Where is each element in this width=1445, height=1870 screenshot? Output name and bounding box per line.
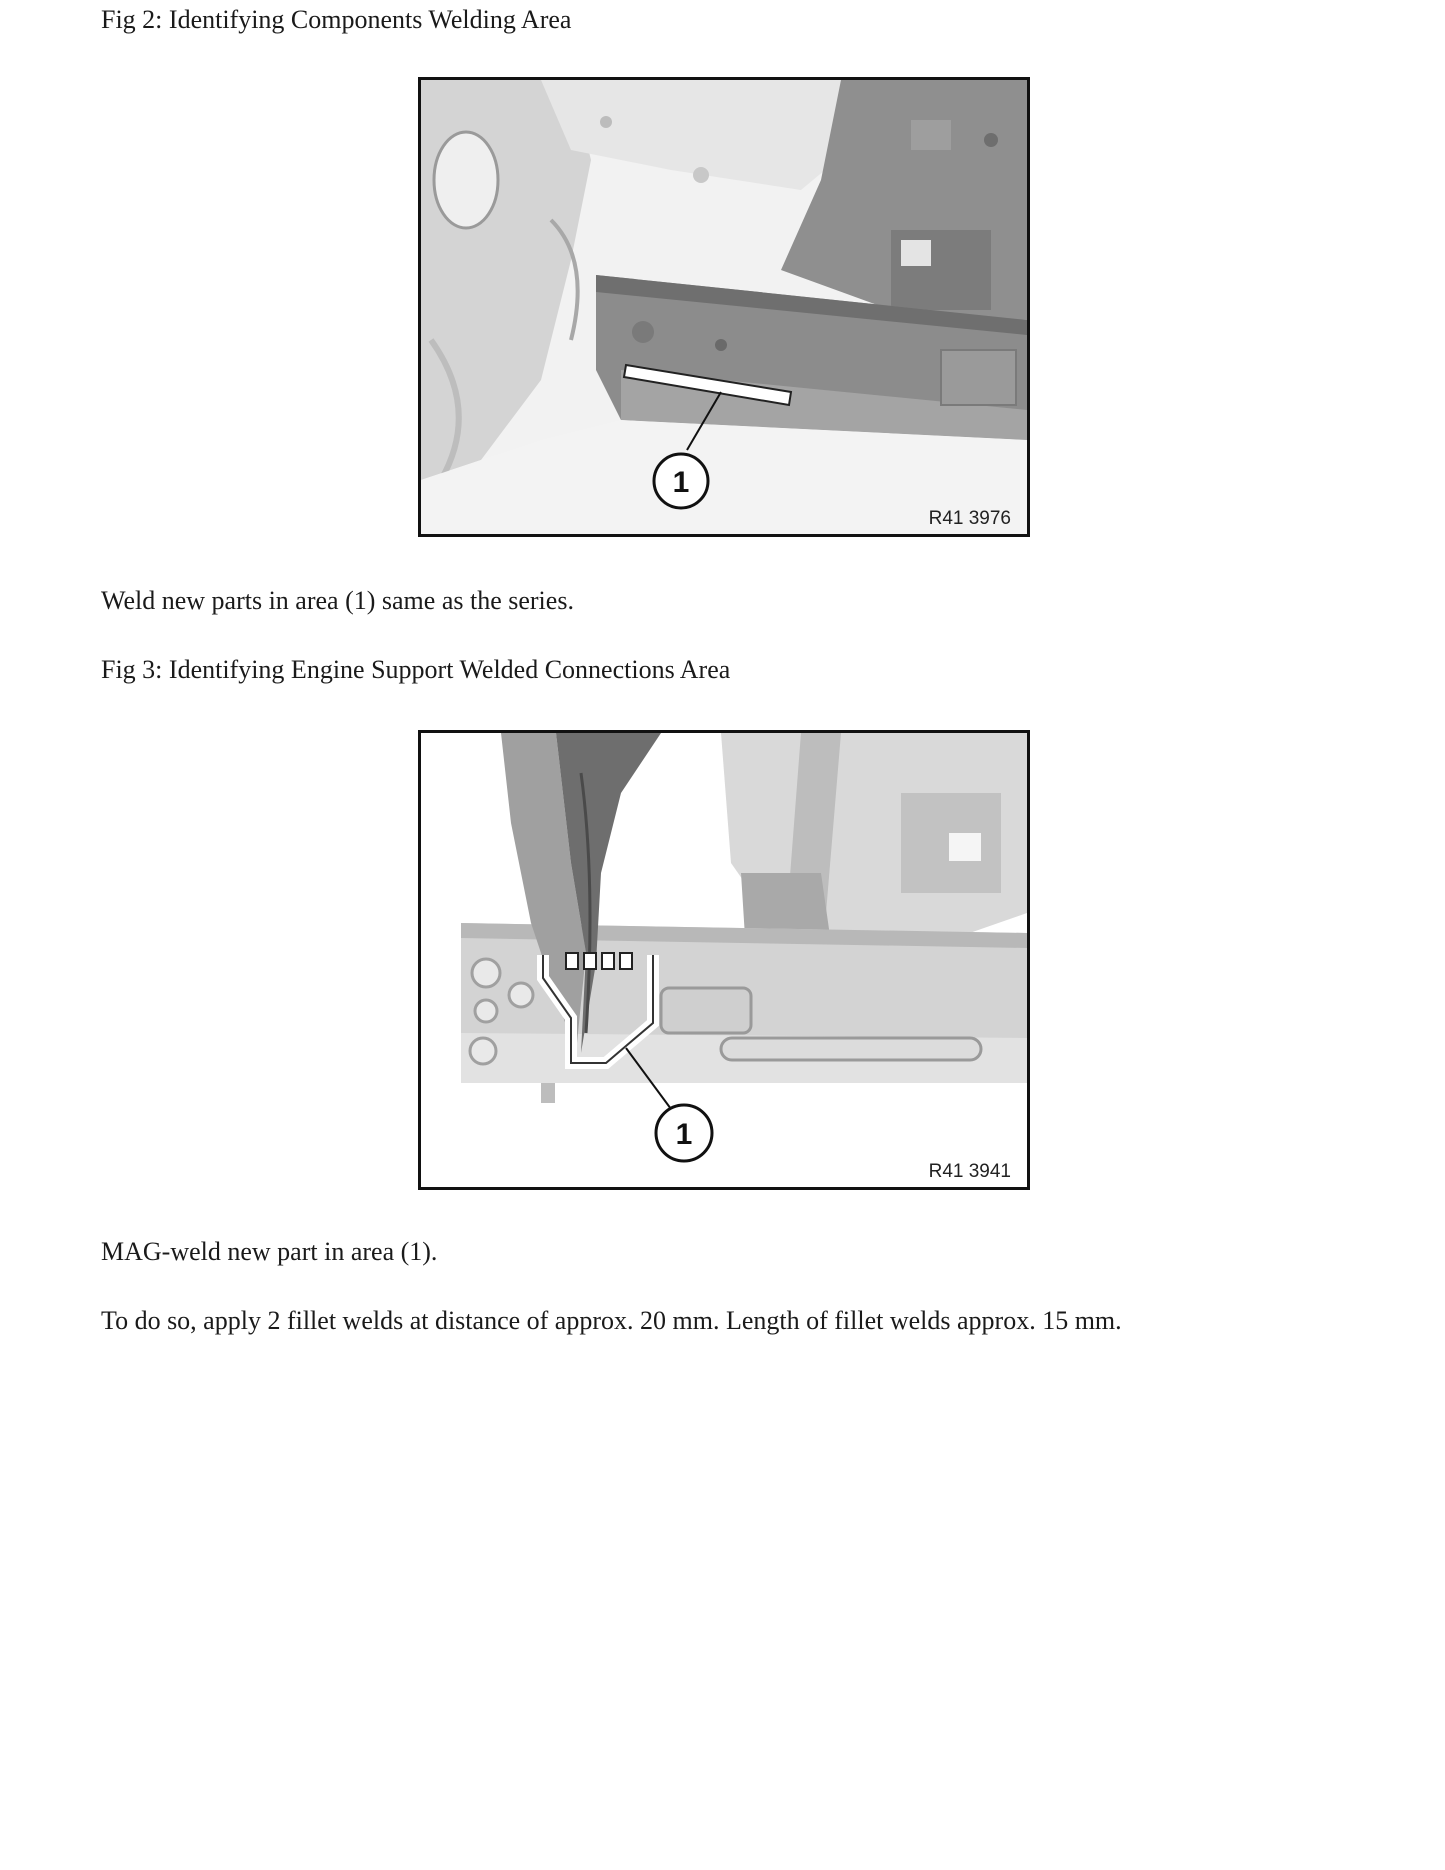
fig2-image [418,77,1030,537]
fig3-callout-number: 1 [675,1118,693,1151]
fig3-instruction-2: To do so, apply 2 fillet welds at distance of approx. 20 mm. Length of fillet welds approx. 15 mm. [101,1306,1122,1335]
fig2-instruction: Weld new parts in area (1) same as the series. [101,586,574,615]
fig3-instruction-1: MAG-weld new part in area (1). [101,1237,438,1266]
fig3-illustration [421,733,1027,1187]
fig2-callout-number: 1 [672,466,690,499]
fig2-caption: Fig 2: Identifying Components Welding Area [101,5,572,34]
fig2-illustration [421,80,1027,534]
fig3-ref-code: R41 3941 [928,1161,1011,1182]
fig3-caption: Fig 3: Identifying Engine Support Welded Connections Area [101,655,731,684]
fig3-image [418,730,1030,1190]
fig2-ref-code: R41 3976 [928,508,1011,529]
